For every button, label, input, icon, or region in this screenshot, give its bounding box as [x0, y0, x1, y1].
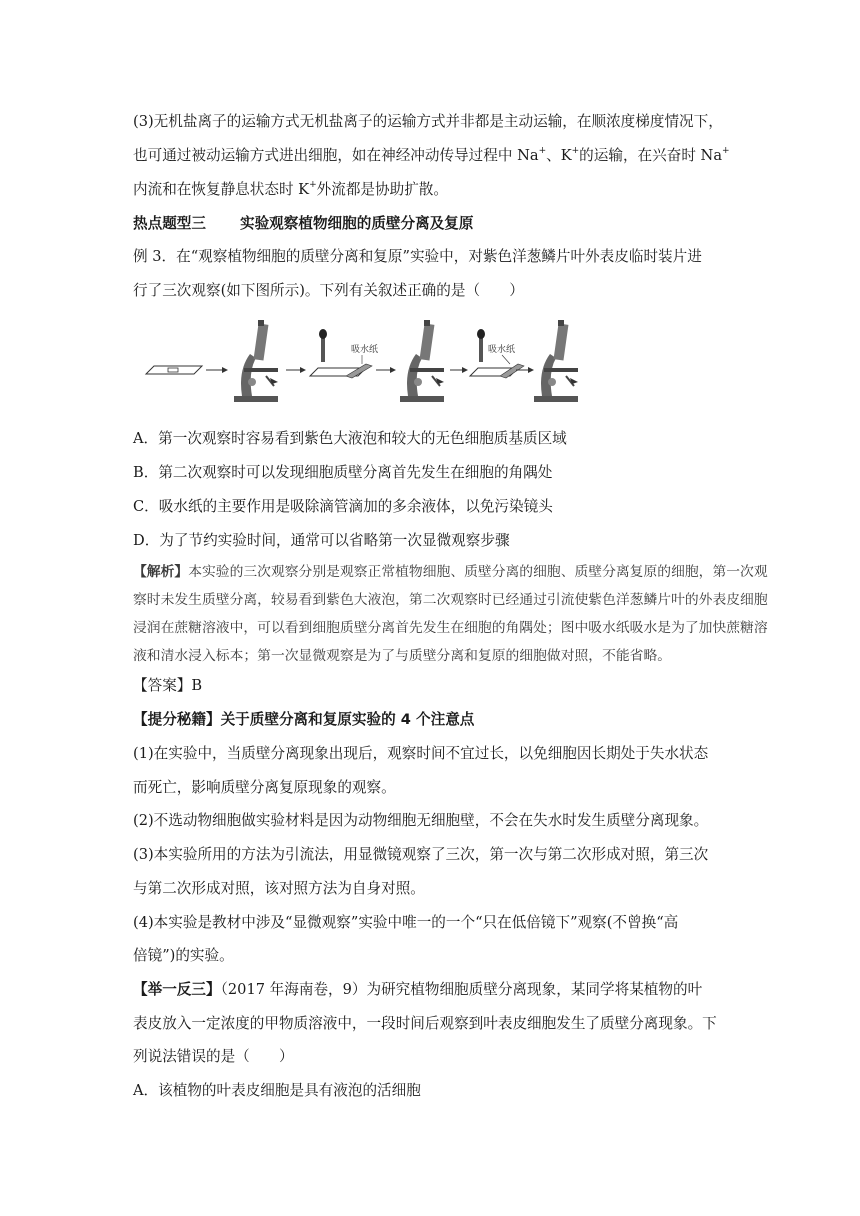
- microscope-icon: [534, 320, 578, 402]
- slide-icon: [146, 366, 202, 374]
- arrow-icon: [286, 367, 306, 373]
- tip4-line1: (4)本实验是教材中涉及“显微观察”实验中唯一的一个“只在低倍镜下”观察(不曾换“高: [133, 914, 679, 931]
- arrow-icon: [450, 367, 468, 373]
- practice-line2: 表皮放入一定浓度的甲物质溶液中，一段时间后观察到叶表皮细胞发生了质壁分离现象。下: [133, 1015, 717, 1032]
- para3-line1: (3)无机盐离子的运输方式无机盐离子的运输方式并非都是主动运输，在顺浓度梯度情况下，: [133, 113, 723, 130]
- tip4-line2: 倍镜”)的实验。: [133, 947, 234, 964]
- analysis-line3: 浸润在蔗糖溶液中，可以看到细胞质壁分离首先发生在细胞的角隅处；图中吸水纸吸水是为了加快蔗糖溶: [133, 620, 768, 636]
- tip2: (2)不选动物细胞做实验材料是因为动物细胞无细胞壁，不会在失水时发生质壁分离现象。: [133, 812, 709, 829]
- analysis-line4: 液和清水浸入标本；第一次显微观察是为了与质壁分离和复原的细胞做对照，不能省略。: [133, 648, 672, 664]
- tips-heading: 【提分秘籍】关于质壁分离和复原实验的 4 个注意点: [133, 711, 475, 728]
- tip1-line2: 而死亡，影响质壁分离复原现象的观察。: [133, 779, 396, 796]
- answer: 【答案】B: [133, 677, 203, 694]
- analysis-line1: 【解析】本实验的三次观察分别是观察正常植物细胞、质壁分离的细胞、质壁分离复原的细胞，第一次观: [133, 564, 768, 580]
- para3-line2: 也可通过被动运输方式进出细胞，如在神经冲动传导过程中 Na+、K+的运输，在兴奋时 Na+: [133, 146, 730, 164]
- example-line2: 行了三次观察(如下图所示)。下列有关叙述正确的是（ ）: [133, 282, 524, 299]
- microscope-experiment-figure: [140, 316, 580, 408]
- para3-line3: 内流和在恢复静息状态时 K+外流都是协助扩散。: [133, 180, 448, 198]
- tip3-line1: (3)本实验所用的方法为引流法，用显微镜观察了三次，第一次与第二次形成对照，第三次: [133, 846, 709, 863]
- microscope-icon: [234, 320, 278, 402]
- option-c: C．吸水纸的主要作用是吸除滴管滴加的多余液体，以免污染镜头: [133, 498, 553, 515]
- example-line1: 例 3．在“观察植物细胞的质壁分离和复原”实验中，对紫色洋葱鳞片叶外表皮临时装片进: [133, 248, 702, 265]
- tip1-line1: (1)在实验中，当质壁分离现象出现后，观察时间不宜过长，以免细胞因长期处于失水状态: [133, 745, 709, 762]
- blotting-paper-label: 吸水纸: [351, 344, 379, 354]
- practice-option-a: A．该植物的叶表皮细胞是具有液泡的活细胞: [133, 1082, 421, 1099]
- blotting-paper-label: 吸水纸: [488, 344, 516, 354]
- practice-line3: 列说法错误的是（ ）: [133, 1048, 294, 1065]
- option-b: B．第二次观察时可以发现细胞质壁分离首先发生在细胞的角隅处: [133, 464, 553, 481]
- practice-line1: 【举一反三】（2017 年海南卷，9）为研究植物细胞质壁分离现象，某同学将某植物的叶: [133, 981, 703, 998]
- tip3-line2: 与第二次形成对照，该对照方法为自身对照。: [133, 880, 425, 897]
- microscope-icon: [400, 320, 444, 402]
- arrow-icon: [206, 367, 228, 373]
- arrow-icon: [376, 367, 396, 373]
- option-d: D．为了节约实验时间，通常可以省略第一次显微观察步骤: [133, 532, 510, 549]
- option-a: A．第一次观察时容易看到紫色大液泡和较大的无色细胞质基质区域: [133, 430, 567, 447]
- section-heading: 热点题型三 实验观察植物细胞的质壁分离及复原: [133, 215, 474, 232]
- analysis-line2: 察时未发生质壁分离，较易看到紫色大液泡，第二次观察时已经通过引流使紫色洋葱鳞片叶的外表皮细胞: [133, 592, 768, 608]
